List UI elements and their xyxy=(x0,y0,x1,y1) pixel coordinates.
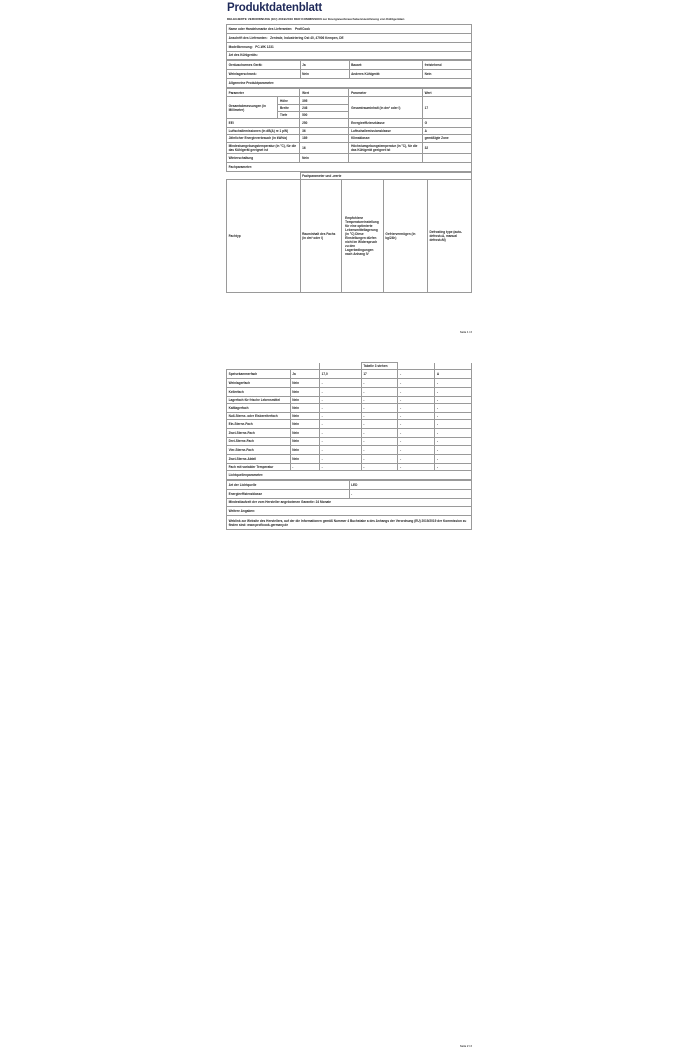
table-row xyxy=(227,516,472,530)
column-header-freeze-capacity: Gefriervermögen (in kg/24h) xyxy=(383,179,427,292)
row-freeze-kellerfach: - xyxy=(398,387,435,396)
dimension-height-label: Höhe xyxy=(278,97,300,104)
row-label-kaltlagerfach: Kaltlagerfach xyxy=(227,403,291,412)
row-label-ein-sterne: Ein-Sterne-Fach xyxy=(227,419,291,428)
supplier-table xyxy=(226,24,472,60)
empty-label-cell xyxy=(349,154,423,163)
row-present-variable-temp: - xyxy=(290,463,319,470)
construction-label: Bauart: xyxy=(349,61,423,70)
column-header-temperature: Empfohlene Temperatureinstellung für eine optimierte Lebensmittellagerung (in °C) Diese Einstellungen dürfen nicht im Widerspruch zu den Lagerbedingungen nach Anhang IV xyxy=(342,179,384,292)
row-defrost-null-sterne: - xyxy=(435,412,472,419)
table-row xyxy=(227,387,472,396)
appliance-type-table xyxy=(226,60,472,87)
row-volume-variable-temp: - xyxy=(320,463,362,470)
row-freeze-lagerfach-frische: - xyxy=(398,396,435,403)
winter-setting-value: Nein xyxy=(300,154,349,163)
row-temperature-ein-sterne: - xyxy=(361,419,398,428)
light-source-table xyxy=(226,480,472,530)
supplier-name-cell xyxy=(227,25,472,34)
spacer-cell-e xyxy=(435,363,472,370)
light-energy-class-label: Energieeffizienzklasse xyxy=(227,489,350,498)
header-value-1: Wert xyxy=(300,88,349,97)
total-volume-value: 17 xyxy=(422,97,471,119)
table-row xyxy=(227,471,472,480)
table-row xyxy=(227,403,472,412)
other-appliance-value: Nein xyxy=(423,70,472,79)
table-row xyxy=(227,61,472,70)
table-row xyxy=(227,396,472,403)
row-freeze-variable-temp: - xyxy=(398,463,435,470)
model-identifier-cell xyxy=(227,42,472,51)
noise-class-value: A xyxy=(422,128,471,135)
table-header-row xyxy=(227,363,472,370)
header-parameter-1: Parameter xyxy=(227,88,300,97)
table-header-row xyxy=(227,88,472,97)
dimension-width-label: Breite xyxy=(278,104,300,111)
table-row xyxy=(227,142,472,153)
table-header-row xyxy=(227,179,472,292)
further-info-section-label: Weitere Angaben: xyxy=(227,507,472,516)
product-fiche-page-2 xyxy=(226,362,472,1048)
annual-energy-label: Jährlicher Energieverbrauch (in kWh/a) xyxy=(227,135,300,142)
table-row xyxy=(227,119,472,128)
row-temperature-variable-temp: - xyxy=(361,463,398,470)
spacer-cell-c xyxy=(320,363,362,370)
table-row xyxy=(227,128,472,135)
annual-energy-value: 189 xyxy=(300,135,349,142)
dimensions-label: Gesamtabmessungen (in Millimeter) xyxy=(227,97,278,119)
supplier-name-value: ProfiCook xyxy=(294,27,310,32)
table-row xyxy=(227,78,472,87)
supplier-address-label: Anschrift des Lieferanten: xyxy=(228,35,268,40)
energy-class-value: G xyxy=(422,119,471,128)
quiet-appliance-label: Geräuscharmes Gerät: xyxy=(227,61,301,70)
row-label-vier-sterne: Vier-Sterne-Fach xyxy=(227,446,291,455)
table-row xyxy=(227,428,472,437)
row-defrost-speisekammerfach: A xyxy=(435,370,472,379)
model-label: Modellkennung: xyxy=(228,44,253,49)
row-volume-zwei-sterne-abteil: - xyxy=(320,455,362,464)
light-type-value: LED xyxy=(349,480,472,489)
row-freeze-speisekammerfach: - xyxy=(398,370,435,379)
spacer-cell-d xyxy=(398,363,435,370)
row-temperature-kellerfach: - xyxy=(361,387,398,396)
row-volume-weinlagerfach: - xyxy=(320,379,362,388)
row-label-weinlagerfach: Weinlagerfach xyxy=(227,379,291,388)
supplier-address-cell xyxy=(227,34,472,43)
column-header-volume: Rauminhalt des Fachs (in dm³ oder l) xyxy=(300,179,342,292)
row-temperature-zwei-sterne-abteil: - xyxy=(361,455,398,464)
row-volume-drei-sterne: - xyxy=(320,437,362,446)
table-row xyxy=(227,25,472,34)
table-row xyxy=(227,419,472,428)
row-present-lagerfach-frische: Nein xyxy=(290,396,319,403)
min-ambient-temp-value: 16 xyxy=(300,142,349,153)
table-row xyxy=(227,379,472,388)
row-freeze-zwei-sterne-abteil: - xyxy=(398,455,435,464)
table-header-row xyxy=(227,172,472,179)
row-temperature-lagerfach-frische: - xyxy=(361,396,398,403)
row-present-kaltlagerfach: Nein xyxy=(290,403,319,412)
dimension-depth-label: Tiefe xyxy=(278,112,300,119)
table-row xyxy=(227,498,472,507)
compartment-header-table xyxy=(226,172,472,293)
table-row xyxy=(227,34,472,43)
table-row xyxy=(227,162,472,171)
row-label-lagerfach-frische: Lagerfach für frische Lebensmittel xyxy=(227,396,291,403)
row-defrost-vier-sterne: - xyxy=(435,446,472,455)
row-temperature-speisekammerfach: 17 xyxy=(361,370,398,379)
row-defrost-zwei-sterne: - xyxy=(435,428,472,437)
supplier-address-value: Zentrale, Industriering Ost 40, 47906 Kempen, DE xyxy=(270,35,344,40)
max-ambient-temp-value: 32 xyxy=(422,142,471,153)
row-temperature-kaltlagerfach: - xyxy=(361,403,398,412)
dimension-height-value: 395 xyxy=(300,97,349,104)
light-energy-class-value: - xyxy=(349,489,472,498)
general-parameters-table xyxy=(226,88,472,172)
row-defrost-lagerfach-frische: - xyxy=(435,396,472,403)
row-defrost-drei-sterne: - xyxy=(435,437,472,446)
quiet-appliance-value: Ja xyxy=(300,61,349,70)
row-temperature-zwei-sterne: - xyxy=(361,428,398,437)
row-temperature-vier-sterne: - xyxy=(361,446,398,455)
noise-class-label: Luftschallemissionsklasse xyxy=(349,128,423,135)
row-label-zwei-sterne-abteil: Zwei-Sterne-Abteil xyxy=(227,455,291,464)
table-row xyxy=(227,507,472,516)
table-row xyxy=(227,480,472,489)
row-present-zwei-sterne-abteil: Nein xyxy=(290,455,319,464)
spacer-cell-a xyxy=(227,363,291,370)
empty-value-cell xyxy=(422,154,471,163)
row-temperature-null-sterne: - xyxy=(361,412,398,419)
row-volume-kaltlagerfach: - xyxy=(320,403,362,412)
table-row xyxy=(227,437,472,446)
other-appliance-label: Anderes Kühlgerät: xyxy=(349,70,423,79)
row-volume-speisekammerfach: 17,0 xyxy=(320,370,362,379)
table-row xyxy=(227,455,472,464)
row-label-null-sterne: Null-Sterne- oder Eisbereiterfach xyxy=(227,412,291,419)
dimension-depth-value: 500 xyxy=(300,112,349,119)
row-present-vier-sterne: Nein xyxy=(290,446,319,455)
dimension-width-value: 246 xyxy=(300,104,349,111)
winter-setting-label: Winterschaltung xyxy=(227,154,300,163)
row-present-drei-sterne: Nein xyxy=(290,437,319,446)
row-label-speisekammerfach: Speisekammerfach xyxy=(227,370,291,379)
table-row xyxy=(227,489,472,498)
page-1-footer: Seite 1 / 2 xyxy=(460,331,472,334)
max-ambient-temp-label: Höchstumgebungstemperatur (in °C), für die das Kühlgerät geeignet ist xyxy=(349,142,423,153)
table-row xyxy=(227,42,472,51)
row-defrost-ein-sterne: - xyxy=(435,419,472,428)
row-label-variable-temp: Fach mit variabler Temperatur xyxy=(227,463,291,470)
row-volume-zwei-sterne: - xyxy=(320,428,362,437)
row-volume-kellerfach: - xyxy=(320,387,362,396)
row-temperature-drei-sterne: - xyxy=(361,437,398,446)
product-fiche-page-1 xyxy=(226,0,472,334)
row-label-drei-sterne: Drei-Sterne-Fach xyxy=(227,437,291,446)
row-defrost-kellerfach: - xyxy=(435,387,472,396)
noise-emissions-label: Luftschallemissionen (in dB(A) re 1 pW) xyxy=(227,128,300,135)
spacer-cell xyxy=(227,172,301,179)
min-ambient-temp-label: Mindestumgebungstemperatur (in °C), für die das Kühlgerät geeignet ist xyxy=(227,142,300,153)
row-defrost-weinlagerfach: - xyxy=(435,379,472,388)
column-header-defrost-type: Defrosting type (auto-defrost=A, manual defrost=M) xyxy=(427,179,471,292)
spacer-cell-b xyxy=(290,363,319,370)
construction-value: freistehend xyxy=(423,61,472,70)
warranty-text: Mindestlaufzeit der vom Hersteller angebotenen Garantie: 24 Monate xyxy=(227,498,472,507)
eei-label: EEI xyxy=(227,119,300,128)
further-info-text: Weblink zur Website des Herstellers, auf der die Informationen gemäß Nummer 4 Buchstabe a des Anhangs der Verordnung (EU) 2019/2019 der Kommission zu finden sind: www.proficook-germany.de xyxy=(227,516,472,530)
row-freeze-ein-sterne: - xyxy=(398,419,435,428)
row-present-kellerfach: Nein xyxy=(290,387,319,396)
row-freeze-zwei-sterne: - xyxy=(398,428,435,437)
row-label-kellerfach: Kellerfach xyxy=(227,387,291,396)
energy-class-label: Energieeffizienzklasse xyxy=(349,119,423,128)
table-row xyxy=(227,370,472,379)
wine-cabinet-label: Weinlagerschrank: xyxy=(227,70,301,79)
row-volume-ein-sterne: - xyxy=(320,419,362,428)
row-present-zwei-sterne: Nein xyxy=(290,428,319,437)
row-freeze-kaltlagerfach: - xyxy=(398,403,435,412)
table-row xyxy=(227,135,472,142)
table-row xyxy=(227,154,472,163)
noise-emissions-value: 36 xyxy=(300,128,349,135)
row-present-ein-sterne: Nein xyxy=(290,419,319,428)
row-present-speisekammerfach: Ja xyxy=(290,370,319,379)
row-label-zwei-sterne: Zwei-Sterne-Fach xyxy=(227,428,291,437)
row-volume-null-sterne: - xyxy=(320,412,362,419)
climate-class-value: gemäßigte Zone xyxy=(422,135,471,142)
appliance-type-section-label: Art des Kühlgeräts: xyxy=(227,51,472,60)
row-present-null-sterne: Nein xyxy=(290,412,319,419)
light-source-section-label: Lichtquellenparameter: xyxy=(227,471,472,480)
table3-note: Tabelle 3 stehen xyxy=(361,363,398,370)
regulation-subtitle: DELEGIERTE VERORDNUNG (EU) 2019/2016 DER KOMMISSION zur Energieverbrauchskennzeichnung von Kühlgeräten xyxy=(227,17,405,22)
light-type-label: Art der Lichtquelle xyxy=(227,480,350,489)
column-header-fachtyp: Fachtyp xyxy=(227,179,301,292)
page-2-footer: Seite 2 / 2 xyxy=(460,1045,472,1048)
row-freeze-vier-sterne: - xyxy=(398,446,435,455)
row-freeze-null-sterne: - xyxy=(398,412,435,419)
table-row xyxy=(227,97,472,104)
climate-class-label: Klimaklasse: xyxy=(349,135,423,142)
general-parameters-section-label: Allgemeine Produktparameter: xyxy=(227,78,472,87)
row-defrost-kaltlagerfach: - xyxy=(435,403,472,412)
page-title: Produktdatenblatt xyxy=(227,2,322,14)
eei-value: 250 xyxy=(300,119,349,128)
row-volume-lagerfach-frische: - xyxy=(320,396,362,403)
table-row xyxy=(227,412,472,419)
row-defrost-variable-temp: - xyxy=(435,463,472,470)
table-row xyxy=(227,51,472,60)
compartment-parameters-section-label: Fachparameter: xyxy=(227,162,472,171)
compartment-values-table xyxy=(226,362,472,480)
header-parameter-2: Parameter xyxy=(349,88,423,97)
row-temperature-weinlagerfach: - xyxy=(361,379,398,388)
wine-cabinet-value: Nein xyxy=(300,70,349,79)
supplier-name-label: Name oder Handelsmarke des Lieferanten: xyxy=(228,27,293,32)
table-row xyxy=(227,463,472,470)
row-defrost-zwei-sterne-abteil: - xyxy=(435,455,472,464)
row-volume-vier-sterne: - xyxy=(320,446,362,455)
row-freeze-weinlagerfach: - xyxy=(398,379,435,388)
table-row xyxy=(227,446,472,455)
table-row xyxy=(227,70,472,79)
total-volume-label: Gesamtrauminhalt (in dm³ oder l) xyxy=(349,97,423,119)
row-freeze-drei-sterne: - xyxy=(398,437,435,446)
model-value: PC-WK 1231 xyxy=(255,44,274,49)
header-value-2: Wert xyxy=(422,88,471,97)
compartment-group-header: Fachparameter und -werte xyxy=(300,172,472,179)
row-present-weinlagerfach: Nein xyxy=(290,379,319,388)
